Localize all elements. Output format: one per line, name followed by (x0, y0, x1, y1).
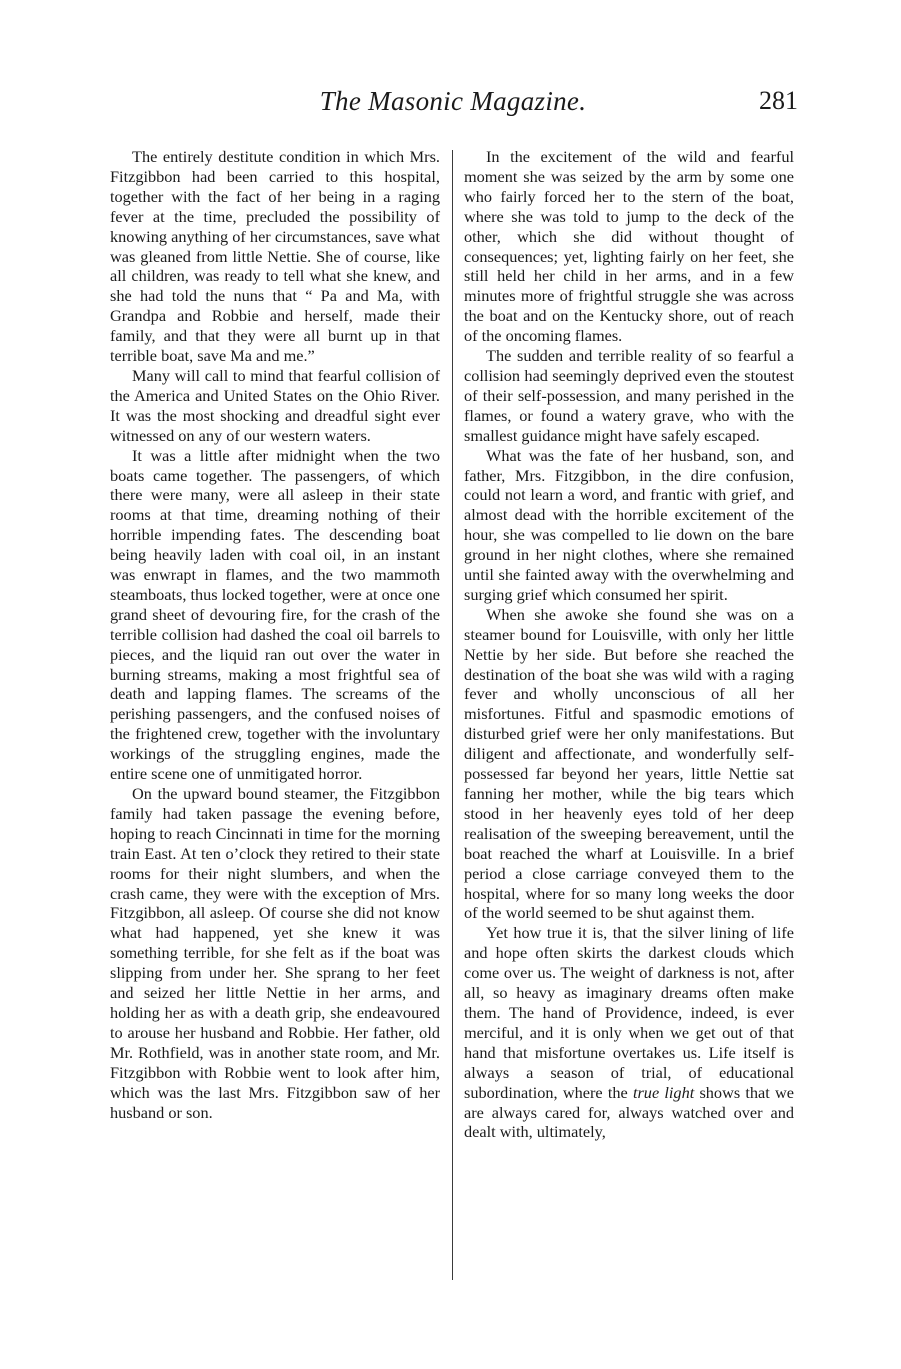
paragraph: Many will call to mind that fearful collision of the America and United States on the Ohio River. It was the most shocking and dreadful sight ever witnessed on any of our western waters. (110, 365, 440, 445)
paragraph: What was the fate of her husband, son, and father, Mrs. Fitzgibbon, in the dire confusion, could not learn a word, and frantic with grief, and almost dead with the horrible excitement of the hour, she was compelled to lie down on the bare ground in her night clothes, where she remained until she fainted away with the overwhelming and surging grief which consumed her spirit. (464, 445, 794, 604)
paragraph: When she awoke she found she was on a steamer bound for Louisville, with only her little Nettie by her side. But before she reached the destination of the boat she was wild with a raging fever and wholly unconscious of all her misfortunes. Fitful and spasmodic emotions of disturbed grief were her only manifestations. But diligent and affectionate, and wonderfully self-possessed far beyond her years, little Nettie sat fanning her mother, while the big tears which stood in her heavenly eyes told of her deep realisation of the sweeping bereavement, until the boat reached the wharf at Louisville. In a brief period a close carriage conveyed them to the hospital, where for so many long weeks the door of the world seemed to be shut against them. (464, 604, 794, 923)
paragraph: In the excitement of the wild and fearful moment she was seized by the arm by some one who fairly forced her to the stern of the boat, where she was told to jump to the deck of the other, which she did without thought of consequences; yet, lighting fairly on her feet, she still held her child in her arms, and in a few minutes more of frightful struggle she was across the boat and on the Kentucky shore, out of reach of the oncoming flames. (464, 147, 794, 346)
paragraph: On the upward bound steamer, the Fitzgibbon family had taken passage the evening before, hoping to reach Cincinnati in time for the morning train East. At ten o’clock they retired to their state rooms for their night slumbers, and when the crash came, they were with the exception of Mrs. Fitzgibbon, all asleep. Of course she did not know what had happened, yet she knew it was something terrible, for she felt as if the boat was slipping from under her. She sprang to her feet and seized her little Nettie in her arms, and holding her as with a death grip, she endeavoured to arouse her husband and Robbie. Her father, old Mr. Rothfield, was in another state room, and Mr. Fitzgibbon with Robbie went to look after him, which was the last Mrs. Fitzgibbon saw of her husband or son. (110, 784, 440, 1122)
paragraph-text: shows that we are always cared for, always watched over and dealt with, ultimately, (464, 1082, 794, 1142)
page-header (108, 86, 798, 126)
italic-phrase: true light (632, 1082, 695, 1102)
paragraph: The sudden and terrible reality of so fearful a collision had seemingly deprived even the stoutest of their self-possession, and many perished in the flames, or found a watery grave, who with the smallest guidance might have safely escaped. (464, 346, 794, 445)
left-column (110, 147, 440, 1122)
paragraph: It was a little after midnight when the two boats came together. The passengers, of which there were many, were all asleep in their state rooms at that time, dreaming nothing of their horrible impending fates. The descending boat being heavily laden with coal oil, in an instant was enwrapt in flames, and the two mammoth steamboats, thus locked together, were at once one grand sheet of devouring fire, for the crash of the terrible collision had dashed the coal oil barrels to pieces, and the liquid ran out over the water in burning streams, making a most frightful sea of death and lapping flames. The screams of the perishing passengers, and the confused noises of the frightened crew, together with the involuntary workings of the struggling engines, made the entire scene one of unmitigated horror. (110, 445, 440, 784)
running-title: The Masonic Magazine. (319, 86, 587, 116)
paragraph: The entirely destitute condition in which Mrs. Fitzgibbon had been carried to this hospital, together with the fact of her being in a raging fever at the time, precluded the possibility of knowing anything of her circumstances, save what was gleaned from little Nettie. She of course, like all children, was ready to tell what she knew, and she had told the nuns that “ Pa and Ma, with Grandpa and Robbie and herself, made their family, and that they were all burnt up in that terrible boat, save Ma and me.” (110, 147, 440, 366)
paragraph-text: Yet how true it is, that the silver lining of life and hope often skirts the darkest clouds which come over us. The weight of darkness is not, after all, so heavy as imaginary dreams often make them. The hand of Providence, indeed, is ever merciful, and it is only when we get out of that hand that misfortune overtakes us. Life itself is always a season of trial, of educational subordination, where the (464, 923, 794, 1102)
paragraph (464, 923, 794, 1142)
column-divider (452, 150, 453, 1280)
page-number: 281 (759, 86, 798, 115)
right-column (464, 147, 794, 1142)
